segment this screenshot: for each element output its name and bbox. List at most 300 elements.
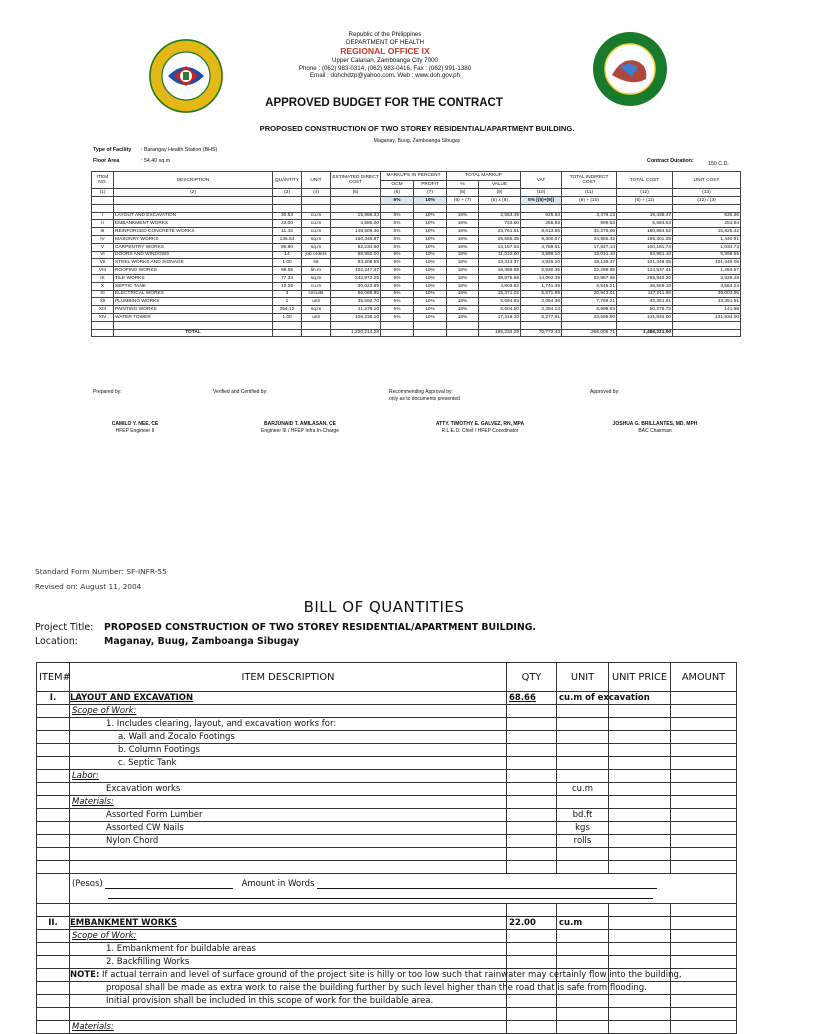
total-markup-value: 195,234.29	[479, 329, 521, 337]
boq-item-row	[37, 692, 737, 705]
words-blank-2	[108, 891, 653, 899]
labor-label: Labor:	[70, 770, 507, 783]
abc-row	[92, 267, 741, 275]
abc-cell: 6%	[381, 290, 414, 298]
formula-cell: (5) + (11)	[617, 196, 673, 204]
abc-cell: 11.43	[273, 228, 302, 236]
abc-cell: 4,803.82	[479, 282, 521, 290]
abc-cell: 102,247.47	[331, 267, 381, 275]
abc-cell: 733.60	[479, 220, 521, 228]
boq-col-description: ITEM DESCRIPTION	[70, 663, 507, 692]
abc-cell: 8,613.55	[521, 228, 562, 236]
abc-cell: 6,604.50	[479, 306, 521, 314]
scope-item: 2. Backfilling Works	[70, 956, 507, 969]
abc-row	[92, 228, 741, 236]
materials-label: Materials:	[70, 1021, 507, 1034]
abc-cell: 17,318.10	[479, 313, 521, 321]
abc-cell: cu.m	[302, 282, 331, 290]
abc-cell: 16%	[447, 290, 479, 298]
abc-cell: 160,345.87	[331, 235, 381, 243]
blank-cell	[114, 196, 273, 204]
abc-cell: 13,157.54	[479, 243, 521, 251]
abc-cell: 242,972.25	[331, 274, 381, 282]
facility-label: Type of Facility	[93, 147, 132, 153]
abc-cell: 68,950.00	[331, 251, 381, 259]
col-unit: UNIT	[302, 172, 331, 189]
abc-cell: 10%	[414, 259, 447, 267]
signatory-1	[80, 421, 190, 435]
total-indirect: 266,006.71	[562, 329, 617, 337]
scope-label: Scope of Work:	[70, 705, 507, 718]
signatory-name: BARJUNAID T. AMILASAN, CE	[263, 421, 337, 427]
abc-cell: 2,553.49	[479, 212, 521, 220]
col-num: (12)	[617, 189, 673, 197]
abc-cell: 6%	[381, 282, 414, 290]
abc-cell: VIII	[92, 267, 114, 275]
abc-cell: sq.m	[302, 306, 331, 314]
scope-item: a. Wall and Zocalo Footings	[70, 731, 507, 744]
abc-cell: VII	[92, 259, 114, 267]
boq-title: BILL OF QUANTITIES	[303, 598, 465, 616]
formula-cell: 10%	[414, 196, 447, 204]
abc-cell: 117,011.86	[617, 290, 673, 298]
blank-cell	[671, 692, 737, 705]
abc-cell: 30.53	[273, 212, 302, 220]
boq-location-label: Location:	[35, 636, 78, 647]
abc-cell: 131,834.00	[617, 313, 673, 321]
boq-col-amount: AMOUNT	[671, 663, 737, 692]
floor-area-value: : 54.40 sq.m	[141, 158, 171, 164]
spacer-row	[92, 204, 741, 212]
materials-label: Materials:	[70, 796, 507, 809]
abc-cell: 14,092.39	[521, 274, 562, 282]
col-num: (1)	[92, 189, 114, 197]
material-unit: bd.ft	[557, 809, 609, 822]
abc-cell: 6%	[381, 259, 414, 267]
abc-cell: 16%	[447, 313, 479, 321]
abc-cell: 23,595.90	[562, 313, 617, 321]
prepared-by-label: Prepared by:	[93, 389, 122, 395]
abc-cell: 52,967.95	[562, 274, 617, 282]
floor-area-label: Floor Area	[93, 158, 120, 164]
boq-row	[37, 995, 737, 1008]
abc-row	[92, 220, 741, 228]
note-text: proposal shall be made as extra work to raise the building further by such level higher than the road that is safe from flooding.	[70, 982, 507, 995]
boq-table	[36, 662, 737, 1034]
col-num: (7)	[414, 189, 447, 197]
abc-cell: cu.m	[302, 228, 331, 236]
abc-description-cell: REINFORCED CONCRETE WORKS	[114, 228, 273, 236]
abc-cell: 16%	[447, 282, 479, 290]
phone-line: Phone : (062) 983-0314, (062) 983-0416, Fax : (062) 991-1380	[298, 64, 472, 72]
signatory-role: R.L.E.D. Chief / HFEP Coordinator	[441, 428, 519, 434]
abc-cell: 10%	[414, 306, 447, 314]
abc-cell: IV	[92, 235, 114, 243]
abc-cell: 10%	[414, 274, 447, 282]
boq-col-item: ITEM#	[37, 663, 70, 692]
item-number: I.	[37, 692, 70, 705]
abc-cell: 195,301.39	[617, 235, 673, 243]
scope-label: Scope of Work:	[70, 930, 507, 943]
abc-description-cell: DOORS AND WINDOWS	[114, 251, 273, 259]
note-label: NOTE:	[70, 970, 100, 980]
boq-col-unit-price: UNIT PRICE	[609, 663, 671, 692]
boq-row	[37, 757, 737, 770]
abc-row	[92, 290, 741, 298]
note-line	[70, 969, 682, 982]
col-item-no: ITEM NO.	[92, 172, 114, 189]
col-num: (8)	[447, 189, 479, 197]
abc-cell: 38,875.56	[479, 274, 521, 282]
boq-col-unit: UNIT	[557, 663, 609, 692]
standard-form-number: Standard Form Number: SF-INFR-55	[35, 567, 167, 576]
abc-cell: 16%	[447, 235, 479, 243]
abc-cell: 6,545.21	[562, 282, 617, 290]
abc-cell: 10%	[414, 313, 447, 321]
boq-row	[37, 783, 737, 796]
signatory-role: BAC Chairman	[638, 428, 672, 434]
abc-cell: circuits	[302, 290, 331, 298]
abc-cell: 16%	[447, 267, 479, 275]
abc-cell: 1,741.39	[521, 282, 562, 290]
abc-description-cell: STEEL WORKS AND SIGNAGE	[114, 259, 273, 267]
abc-cell: 10%	[414, 290, 447, 298]
signatory-name: JOSHUA G. BRILLANTES, MD, MPH	[612, 421, 698, 427]
abc-cell: lot	[302, 259, 331, 267]
abc-cell: cu.m	[302, 212, 331, 220]
material-unit: rolls	[557, 835, 609, 848]
boq-row	[37, 718, 737, 731]
abc-cell: VI	[92, 251, 114, 259]
abc-cell: 16%	[447, 220, 479, 228]
revised-date: Revised on: August 11, 2004	[35, 582, 142, 591]
abc-cell: XIII	[92, 306, 114, 314]
boq-location-value: Maganay, Buug, Zamboanga Sibugay	[104, 636, 300, 647]
abc-cell: 22.00	[273, 220, 302, 228]
abc-cell: X	[92, 282, 114, 290]
abc-description-cell: ELECTRICAL WORKS	[114, 290, 273, 298]
abc-cell: 5,571.99	[521, 290, 562, 298]
col-unit-cost: UNIT COST	[673, 172, 741, 189]
abc-row	[92, 235, 741, 243]
contract-duration-value: 150 C.D.	[708, 161, 729, 167]
abc-cell: 295,940.20	[617, 274, 673, 282]
abc-cell: 1.00	[273, 313, 302, 321]
signatory-3	[405, 421, 555, 435]
abc-description-cell: PLUMBING WORKS	[114, 298, 273, 306]
abc-cell: 16%	[447, 259, 479, 267]
boq-project-value: PROPOSED CONSTRUCTION OF TWO STOREY RESIDENTIAL/APARTMENT BUILDING.	[104, 622, 536, 633]
boq-row	[37, 982, 737, 995]
abc-row	[92, 298, 741, 306]
blank-cell	[92, 329, 114, 337]
contract-duration-label: Contract Duration:	[647, 158, 694, 164]
abc-cell: 43,351.91	[617, 298, 673, 306]
formula-cell: (12) / (3)	[673, 196, 741, 204]
boq-row	[37, 822, 737, 835]
recommending-note: only as to documents presented	[389, 396, 460, 402]
blank-cell	[92, 196, 114, 204]
abc-cell: sq.m	[302, 274, 331, 282]
abc-cell: 9,300.07	[521, 235, 562, 243]
boq-row	[37, 1008, 737, 1021]
abc-cell: lin.m	[302, 267, 331, 275]
col-direct-cost: ESTIMATED DIRECT COST	[331, 172, 381, 189]
col-pct: %	[447, 180, 479, 189]
abc-cell: 96,068.85	[331, 290, 381, 298]
signatory-role: HFEP Engineer II	[115, 428, 155, 434]
abc-row	[92, 313, 741, 321]
abc-description-cell: SEPTIC TANK	[114, 282, 273, 290]
abc-project-location: Maganay, Buug, Zamboanga Sibugay	[373, 138, 461, 144]
blank-cell	[673, 329, 741, 337]
blank-cell	[331, 196, 381, 204]
abc-cell: 43,351.91	[673, 298, 741, 306]
abc-cell: 180,884.52	[617, 228, 673, 236]
abc-project-title: PROPOSED CONSTRUCTION OF TWO STOREY RESIDENTIAL/APARTMENT BUILDING.	[259, 124, 575, 133]
boq-item-row	[37, 917, 737, 930]
formula-cell: 5% [(5)+(9)]	[521, 196, 562, 204]
abc-cell: 6%	[381, 235, 414, 243]
abc-row	[92, 243, 741, 251]
abc-cell: 25,655.35	[479, 235, 521, 243]
pesos-blank	[105, 881, 233, 889]
abc-cell: 35,592.70	[331, 298, 381, 306]
abc-description-cell: MASONRY WORKS	[114, 235, 273, 243]
abc-cell: 32,375.06	[562, 228, 617, 236]
abc-cell: IX	[92, 274, 114, 282]
abc-cell: I	[92, 212, 114, 220]
abc-cell: 124,537.41	[617, 267, 673, 275]
abc-cell: II	[92, 220, 114, 228]
col-num: (4)	[302, 189, 331, 197]
abc-cell: 3,479.13	[562, 212, 617, 220]
total-cost: 1,486,221.00	[617, 329, 673, 337]
abc-cell: 7,759.21	[562, 298, 617, 306]
abc-cell: 2,064.38	[521, 298, 562, 306]
boq-row	[37, 861, 737, 874]
abc-cell: 15,371.02	[479, 290, 521, 298]
material-item: Assorted CW Nails	[70, 822, 507, 835]
boq-row	[37, 770, 737, 783]
note-text: Initial provision shall be included in this scope of work for the buildable area.	[70, 995, 507, 1008]
abc-cell: 636.66	[673, 212, 741, 220]
abc-cell: 96.80	[273, 243, 302, 251]
abc-total-row	[92, 329, 741, 337]
abc-table	[91, 171, 741, 337]
blank-cell	[381, 329, 414, 337]
col-num: (3)	[273, 189, 302, 197]
abc-cell: 15,959.33	[331, 212, 381, 220]
signatory-2	[235, 421, 365, 435]
abc-cell: 41,278.10	[331, 306, 381, 314]
total-label: TOTAL	[114, 329, 273, 337]
abc-cell: 6%	[381, 212, 414, 220]
col-num: (9)	[479, 189, 521, 197]
abc-cell: 16%	[447, 306, 479, 314]
abc-cell: 6%	[381, 228, 414, 236]
abc-row	[92, 282, 741, 290]
abc-cell: 13,313.37	[479, 259, 521, 267]
col-ocm: OCM	[381, 180, 414, 189]
abc-cell: XII	[92, 298, 114, 306]
abc-cell: 22,289.95	[562, 267, 617, 275]
abc-cell: 10%	[414, 251, 447, 259]
abc-cell: 16%	[447, 212, 479, 220]
abc-cell: 10%	[414, 282, 447, 290]
col-total-markup: TOTAL MARKUP	[447, 172, 521, 181]
material-item: Assorted Form Lumber	[70, 809, 507, 822]
abc-cell: 3,999.10	[521, 251, 562, 259]
abc-cell: 100,161.74	[617, 243, 673, 251]
letterhead	[280, 31, 490, 80]
abc-cell: 1.00	[273, 259, 302, 267]
abc-cell: 10%	[414, 220, 447, 228]
abc-cell: 4,769.61	[521, 243, 562, 251]
abc-cell: 77.34	[273, 274, 302, 282]
abc-cell: 83,981.10	[617, 251, 673, 259]
col-num: (11)	[562, 189, 617, 197]
formula-cell: (5) x (8)	[479, 196, 521, 204]
abc-cell: 135.54	[273, 235, 302, 243]
boq-row	[37, 705, 737, 718]
abc-cell: 5,694.83	[479, 298, 521, 306]
abc-cell: 4,585.00	[331, 220, 381, 228]
blank-cell	[273, 196, 302, 204]
signatory-name: CAMILO Y. NEE, CE	[111, 421, 159, 427]
abc-description-cell: WATER TOWER	[114, 313, 273, 321]
abc-cell: 6%	[381, 313, 414, 321]
col-markups: MARKUPS IN PERCENT	[381, 172, 447, 181]
abc-cell: V	[92, 243, 114, 251]
abc-cell: cu.m	[302, 220, 331, 228]
scope-intro: 1. Includes clearing, layout, and excavation works for:	[70, 718, 507, 731]
abc-row	[92, 259, 741, 267]
approved-by-label: Approved by:	[590, 389, 620, 395]
abc-cell: 16%	[447, 298, 479, 306]
abc-cell: 10.26	[273, 282, 302, 290]
abc-cell: sq.m	[302, 235, 331, 243]
abc-cell: 131,834.00	[673, 313, 741, 321]
total-vat: 70,772.43	[521, 329, 562, 337]
formula-cell: (9) + (10)	[562, 196, 617, 204]
blank-cell	[302, 329, 331, 337]
note-text: If actual terrain and level of surface ground of the project site is hilly or too low such that rainwater may certainly flow into the building,	[102, 970, 682, 980]
signatory-role: Engineer III / HFEP Infra In-Charge	[260, 428, 339, 434]
col-num: (2)	[114, 189, 273, 197]
col-profit: PROFIT	[414, 180, 447, 189]
abc-title: APPROVED BUDGET FOR THE CONTRACT	[265, 97, 503, 109]
boq-row	[37, 809, 737, 822]
abc-cell: 23,761.51	[479, 228, 521, 236]
abc-cell: 6%	[381, 274, 414, 282]
address-line: Upper Calarian, Zamboanga City 7000	[332, 57, 438, 65]
abc-cell: job orders	[302, 251, 331, 259]
abc-cell: 148,509.46	[331, 228, 381, 236]
abc-cell: 10%	[414, 212, 447, 220]
material-item: Nylon Chord	[70, 835, 507, 848]
abc-cell: 16%	[447, 228, 479, 236]
boq-row	[37, 943, 737, 956]
abc-cell: 15,825.42	[673, 228, 741, 236]
abc-description-cell: LAYOUT AND EXCAVATION	[114, 212, 273, 220]
item-title: LAYOUT AND EXCAVATION	[70, 692, 507, 705]
abc-cell: 16%	[447, 243, 479, 251]
item-unit: cu.m	[557, 917, 609, 930]
abc-cell: 101,348.05	[673, 259, 741, 267]
col-value: VALUE	[479, 180, 521, 189]
abc-cell: 10%	[414, 243, 447, 251]
abc-cell: 30,023.89	[331, 282, 381, 290]
abc-cell: XIV	[92, 313, 114, 321]
abc-cell: 10%	[414, 298, 447, 306]
col-num: (5)	[331, 189, 381, 197]
abc-cell: 16%	[447, 251, 479, 259]
words-blank	[317, 881, 657, 889]
abc-row	[92, 306, 741, 314]
abc-row	[92, 251, 741, 259]
abc-cell: 999.53	[562, 220, 617, 228]
republic-line: Republic of the Philippines	[348, 31, 422, 38]
labor-item: Excavation works	[70, 783, 507, 796]
boq-row	[37, 904, 737, 917]
labor-unit: cu.m	[557, 783, 609, 796]
abc-cell: 5,584.53	[617, 220, 673, 228]
recommending-label: Recommending Approval by:	[389, 389, 453, 395]
abc-description-cell: TILE WORKS	[114, 274, 273, 282]
abc-cell: III	[92, 228, 114, 236]
abc-cell: 6%	[381, 251, 414, 259]
boq-project-label: Project Title:	[35, 622, 94, 633]
abc-description-cell: PAINTING WORKS	[114, 306, 273, 314]
regional-office-seal-right	[592, 31, 668, 107]
amount-in-words-row	[37, 874, 737, 904]
abc-description-cell: EMBANKMENT WORKS	[114, 220, 273, 228]
abc-cell: 17,927.14	[562, 243, 617, 251]
abc-cell: 14	[273, 251, 302, 259]
col-description: DESCRIPTION	[114, 172, 273, 189]
spacer-row	[92, 321, 741, 329]
abc-cell: 354.12	[273, 306, 302, 314]
abc-cell: 6,277.81	[521, 313, 562, 321]
abc-cell: 20,943.01	[562, 290, 617, 298]
col-quantity: QUANTITY	[273, 172, 302, 189]
formula-cell: (6) + (7)	[447, 196, 479, 204]
boq-row	[37, 956, 737, 969]
amount-in-words	[70, 874, 737, 904]
abc-description-cell: CARPENTRY WORKS	[114, 243, 273, 251]
abc-cell: XI	[92, 290, 114, 298]
abc-cell: 6%	[381, 243, 414, 251]
abc-cell: 6%	[381, 306, 414, 314]
boq-row	[37, 1021, 737, 1034]
abc-cell: 2,394.13	[521, 306, 562, 314]
abc-cell: 18,139.47	[562, 259, 617, 267]
abc-row	[92, 212, 741, 220]
abc-cell: sq.m	[302, 243, 331, 251]
facility-value: : Barangay Health Station (BHS)	[141, 147, 218, 153]
blank-cell	[273, 329, 302, 337]
col-num: (10)	[521, 189, 562, 197]
abc-cell: 101,348.05	[617, 259, 673, 267]
abc-cell: 34,955.42	[562, 235, 617, 243]
abc-cell: 3,564.24	[673, 282, 741, 290]
abc-cell: 141.98	[673, 306, 741, 314]
abc-cell: unit	[302, 313, 331, 321]
abc-cell: 1,263.57	[673, 267, 741, 275]
boq-row	[37, 835, 737, 848]
words-label: Amount in Words	[241, 878, 315, 889]
